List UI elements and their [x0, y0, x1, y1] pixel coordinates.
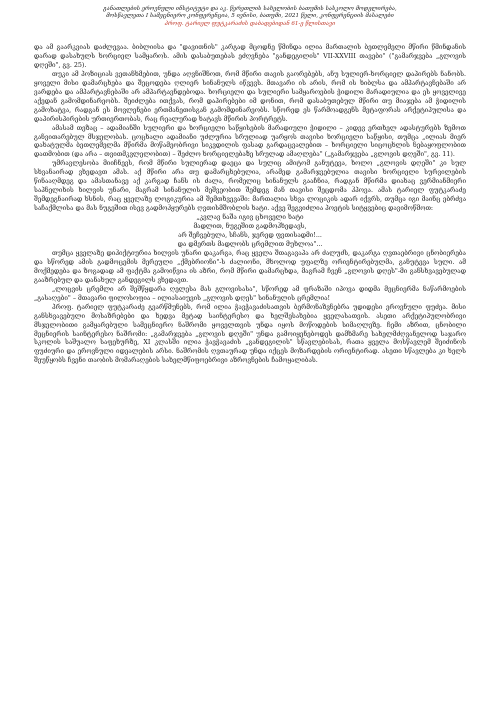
paragraph-3: ამასამ თეზაც – ადამიანში სულიერი და ხორციელი საწყისების მარადიული ჭიდილი – კიდევ ერთხელ ადასტურებს ზემოთ განვითარებულ მსჯელობას. ცოცხალი ადამიანი უძლურია სრულიად უარყოს თავისი ხორციელი საწყისი, თუმცა „ილიას მიერ დახატულმა ბეთლემელმა მწირმა მოწამეობრივი სიკვდილის ფასად გარდაცვალებით – ხორციელი სიცოცხლის ნებაყოფლობით დათმობით (და არა – თვითმკვლელობით) – შეძლო ხორციელებაზე სრულად ამაღლება" („გამარჯვება „გლოვის დღეში", გვ. 11).: [34, 124, 466, 159]
poem-line-2: მადლით, ნუგეშით გადმოჰხედავს,: [193, 223, 307, 231]
poem-line-1: „კვლავ ნაშა იგივ ცხოველი ხატი: [196, 214, 304, 222]
poem-quote: [34, 214, 466, 250]
paragraph-4: უმრავლესობა მიიჩნევს, რომ მწირი სულიერად დაეცა და სულიც ამიტომ განუტევა, ხოლო „გლოვის დღეში" კი სულ სხვანაირად ვხედავთ ამას. აქ მწირი არა თუ დამარცხებულია, არამედ გამარჯვებულია თავისი ხორციელი სურვილების წინააღმდეგ და ამასთანავე აქ კარგად ჩანს ის ძალა, რომელიც სინანულს გააჩნია, რადგან მწირმა დიახაც ვერმიანმიერი საპნელიხის ხილვის უნარი, მაგრამ სინანულის მეშვეობით შემდეგ მან თავისი შეცდომა ჰპოვა. ამას ტარიელ ფუტკარაძე შემდეგნაირად ხსნის, რაც ყველაზე ლოგიკურია ამ შემთხვევაში: მართალია სხვა ლოციკის ადარ იქვრს, თუმცა იგი მაინც ებრძვა საჩაქმლისა და მას ნუგეშით ისევ გადმოჰყურებს ღვთისმშობლის ხატი. აქვე შეგვიძლია პოეტის სიტყვებიც დავიმოწმოთ:: [34, 160, 466, 213]
article-body: [34, 44, 466, 366]
conference-source-line-1: განათლების ეროვნული ინსტიტუტი და აკ. წერეთლის სახელობის ბათუმის სასკოლო მოდელირება,: [103, 6, 397, 12]
anniversary-citation: პროფ. ტარიელ ფუტკარაძის დაბადებიდან 61-ე წლისთავი: [164, 20, 336, 27]
paragraph-2: თუკი ამ პოზიციას ვეთანხმებით, უნდა აღვნიშნოთ, რომ მწირი თავის გაორებებს, ანუ სულიერ-ხორციელ დაპირებს ნანობს. ყოველი მისი დამარცხება და შეცოდება ღლიერ სინანულს იწვევს. მთავარი ის არის, რომ ის ხიბლსა და ამპარტავნებაში არ ვარდება და ამპარტავნებაში არ ამპარტავნდებოდა. ხორციელი და სულიერი სამყაროების ჭიდილი მარადიულია და ეს ყოველივე აქედან გამომდინარეობს. შეიძლება ითქვას, რომ დაპირებები იმ დონით, რომ დასაბუთებულ მწირი თუ მიაჯება ამ ჭიდილის გამოხატვა, რადგან ეს მოვლენები ერთმანეთისგან გამომდინარეობს. სწორედ ეს წარმოადგენს მეტაფორას არქეტიპულისა და დაპირისპირების ურთიერთობას, რაც რეალურად ხატავს მწირის პორტრეტს.: [34, 70, 466, 123]
paragraph-6: „ლოცვის ცრემლი არ შეშწყდარა ღელესა მას გლოვისასა", სწორედ ამ ფრაზაში იპოვა დიდმა მეცნიერმა ნაწარმოების „გასაღები" – მთავარი ფილოსოფია – ილიასაიუვის „გლოვის დღეს" სინანულის ცრემლია!: [34, 285, 466, 302]
paragraph-1: და ამ გაარკვიას დაძლევაა. ბიბლიისა და "დავითნის" კარგად მცოდნე წმინდა ილია მართალის ბეთლემელი მწირი წმინდანის დარად დასახულს ხორციელ სამყაროს. ამის დასაბუთებას ეძღვნება "განდეგილის" VII-XXVIII თავები" ("გამარჯვება „გლოვის დღეში", გვ. 25).: [34, 44, 466, 69]
poem-line-4: და დმერთს მადლობს ცრემლით მუხლოა"...: [177, 240, 323, 248]
paragraph-5: თუმცა ყველაზე დიჰიქტიურია ხილვის უნარი დაკარგა, რაც ყველა შთაგავაპა არ ძალუძს, დაკარგა ღვთაებრივი ცნობიერება და სწორედ ამის გადმოცემის მერეული „ქმებრიონი"-ს ძალიონი, მხოლოდ უფალზე ორიენტირებულმა, განუტევა სული. ამ მოქმედება და ზოგადად ამ ფაქტმა გამოიწვია ის აზრი, რომ მწირი დამარცხდა, მაგრამ ჩვენ „გლოვის დღეს"-მი განსხვავებულად გააზრებულ და დანახულ განდეგილს ვხედავთ.: [34, 249, 466, 284]
poem-line-3: არ შეჩვებულა, სჩანს, ჯერედ ფვთისადმი!...: [178, 232, 322, 240]
conference-source-line-2: მოსწავლეთა I სამეცნიერო კონფერენცია, 5 ივნისი, ბათუმი, 2021 წელი, კონფერენციის მასალები: [106, 13, 394, 20]
page-header: [70, 6, 430, 28]
paragraph-7: პროფ. ტარიელ ფუტკარაძე გვარწმუნებს, რომ ილია ჭავჭავაძისათვის ბერმონაზვნებრა უდიდესი ეროვნული ფუძეა. მისი განსხვავებული მოსაზრებები და ხედვა მეტად საინტერესო და ხელშესახებია ყველასათვის. ასეთი არქეტიპულობრივი მსჯელობითი გამყარებული სამეცნიერო ნაშრომი ყოველთვის უნდა იყოს მოწოდების სიმაღლეზე. ჩემი აზრით, ცნობილი მეცნიერის საინტერესო ნაშრომი: „გამარჯვება „გლოვის დღეში" უნდა გამოიყენებოდეს დამხმარე სახელმძღვანელოდ საჯარო სკოლის საშუალო საფეხურზე, XI კლასში ილია ჭავჭავაძის „განდეგილის" სწავლებისას, რათა ყველა მოსწავლემ შეიძინოს ფუძიური და ეროვნული იდეალების არსი. ნაშრომის ღვთაურად უნდა იქცეს მოზარდების ორიენტირად. ასეთი სწავლება კი ხელს შეუწყობს ჩვენი თაობის მომარაღების სახელმწიფოებრივი აზროვნების ჩამოყალიბას.: [34, 303, 466, 365]
